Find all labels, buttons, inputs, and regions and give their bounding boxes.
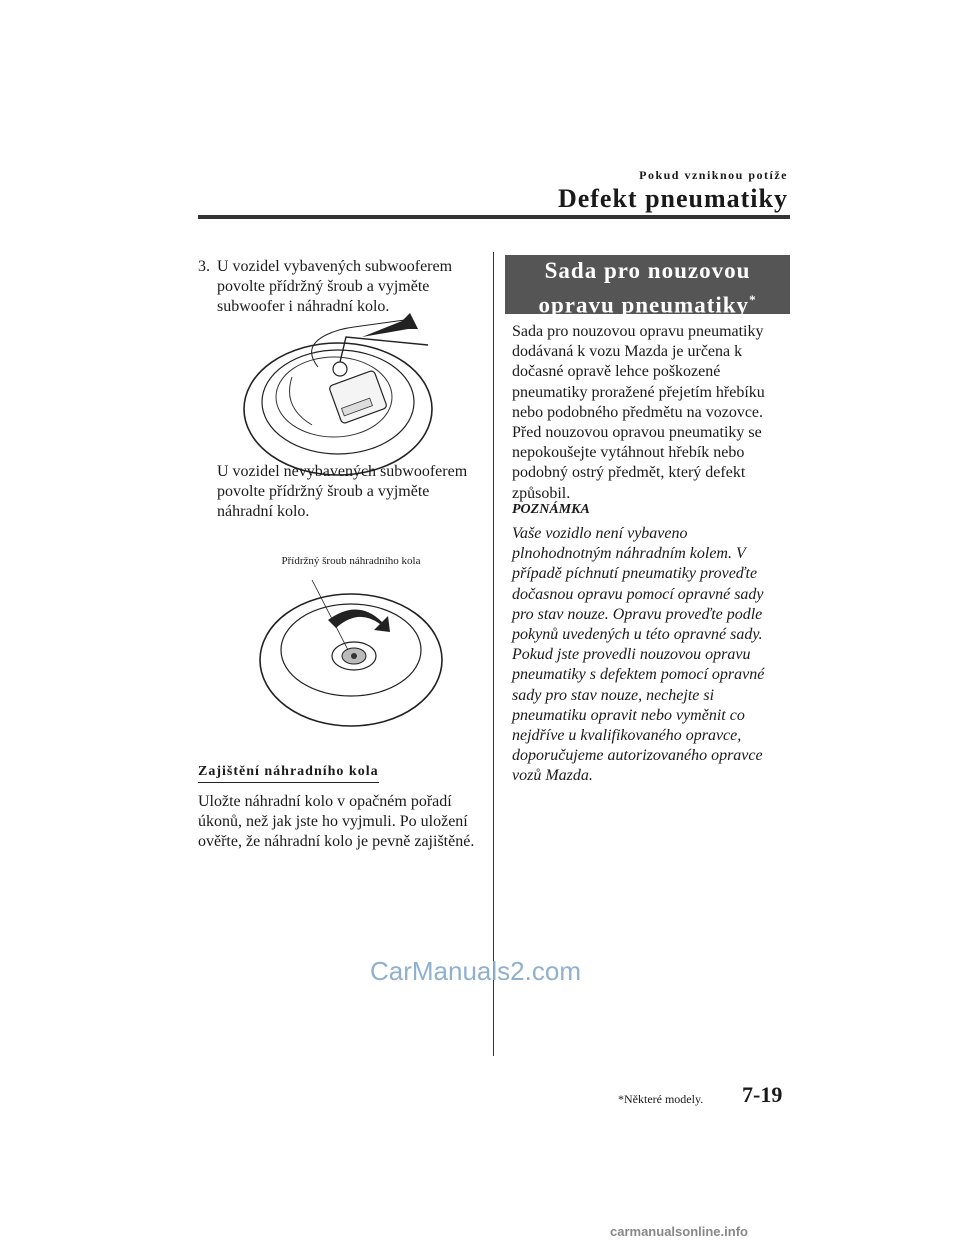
bottom-watermark: carmanualsonline.info	[610, 1224, 748, 1239]
banner-line-2-text: opravu pneumatiky	[538, 292, 750, 318]
intro-text: Sada pro nouzovou opravu pneumatiky dodávaná k vozu Mazda je určena k dočasné opravě lehce poškozené pneumatiky proražené přejetím hřebíku nebo podobného předmětu na vozovce. Před nouzovou opravou pneumatiky se nepokoušejte vytáhnout hřebík nebo podobný ostrý předmět, který defekt způsobil.	[512, 323, 765, 502]
footnote: *Některé modely.	[618, 1092, 704, 1106]
subheading: Zajištění náhradního kola	[198, 764, 379, 783]
banner-line-2	[505, 285, 790, 320]
column-divider	[493, 252, 494, 1056]
no-subwoofer-text: U vozidel nevybavených subwooferem povolte přídržný šroub a vyjměte náhradní kolo.	[217, 463, 468, 521]
step-number: 3.	[198, 258, 210, 275]
header-rule	[198, 215, 790, 219]
spare-wheel-bolt-illustration	[258, 580, 444, 730]
step-text: U vozidel vybavených subwooferem povolte přídržný šroub a vyjměte subwoofer i náhradní kolo.	[217, 258, 453, 316]
spare-wheel-subwoofer-illustration	[242, 307, 442, 479]
banner-star: *	[749, 292, 757, 307]
page-number: 7-19	[742, 1082, 783, 1107]
watermark-logo: CarManuals2.com	[370, 956, 581, 986]
note-text: Vaše vozidlo není vybaveno plnohodnotným náhradním kolem. V případě píchnutí pneumatiky proveďte dočasnou opravu pomocí opravné sady pro stav nouze. Opravu proveďte podle pokynů uvedených u této opravné sady. Pokud jste provedli nouzovou opravu pneumatiky s defektem pomocí opravné sady pro stav nouze, nechejte si pneumatiku opravit nebo vyměnit co nejdříve u kvalifikovaného opravce, doporučujeme autorizovaného opravce vozů Mazda.	[512, 525, 765, 785]
store-text: Uložte náhradní kolo v opačném pořadí úkonů, než jak jste ho vyjmuli. Po uložení ověřte, že náhradní kolo je pevně zajištěné.	[198, 793, 475, 851]
figure-caption: Přídržný šroub náhradního kola	[281, 555, 421, 567]
banner-line-1: Sada pro nouzovou	[544, 258, 751, 283]
note-heading: POZNÁMKA	[512, 502, 590, 517]
section-title: Defekt pneumatiky	[557, 184, 788, 213]
chapter-kicker: Pokud vzniknou potíže	[639, 168, 788, 182]
section-banner	[505, 255, 790, 318]
